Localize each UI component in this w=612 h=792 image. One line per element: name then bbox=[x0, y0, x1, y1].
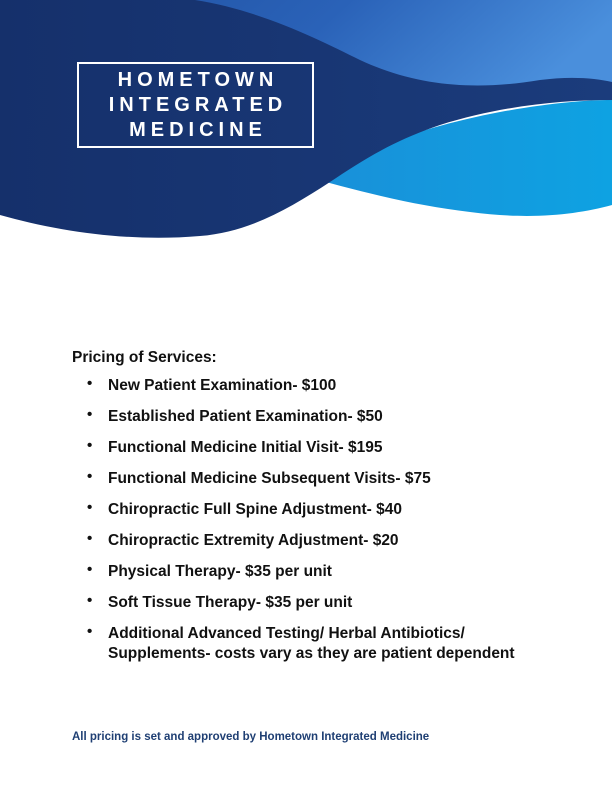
logo-line-2: INTEGRATED bbox=[108, 93, 288, 116]
service-text-continued: Supplements- costs vary as they are patient dependent bbox=[108, 645, 515, 662]
bullet-icon: • bbox=[87, 375, 93, 392]
service-text: Functional Medicine Initial Visit- $195 bbox=[108, 439, 383, 456]
bullet-icon: • bbox=[87, 623, 93, 640]
service-text: New Patient Examination- $100 bbox=[108, 377, 337, 394]
pricing-heading: Pricing of Services: bbox=[72, 349, 217, 366]
service-text: Chiropractic Extremity Adjustment- $20 bbox=[108, 532, 399, 549]
service-item bbox=[72, 407, 592, 427]
logo-line-1: HOMETOWN bbox=[117, 68, 279, 91]
service-text: Chiropractic Full Spine Adjustment- $40 bbox=[108, 501, 402, 518]
service-item bbox=[72, 469, 592, 489]
bullet-icon: • bbox=[87, 499, 93, 516]
service-text: Physical Therapy- $35 per unit bbox=[108, 563, 332, 580]
bullet-icon: • bbox=[87, 592, 93, 609]
bullet-icon: • bbox=[87, 406, 93, 423]
service-item bbox=[72, 438, 592, 458]
footer-note: All pricing is set and approved by Hometown Integrated Medicine bbox=[72, 731, 430, 743]
service-text: Soft Tissue Therapy- $35 per unit bbox=[108, 594, 353, 611]
service-text: Additional Advanced Testing/ Herbal Antibiotics/ bbox=[108, 625, 465, 642]
logo bbox=[77, 62, 314, 148]
pricing-section bbox=[72, 347, 592, 675]
service-item bbox=[72, 593, 592, 613]
service-item bbox=[72, 531, 592, 551]
logo-line-3: MEDICINE bbox=[129, 118, 267, 141]
bullet-icon: • bbox=[87, 530, 93, 547]
service-text: Functional Medicine Subsequent Visits- $75 bbox=[108, 470, 431, 487]
service-item bbox=[72, 376, 592, 396]
bullet-icon: • bbox=[87, 468, 93, 485]
service-list bbox=[72, 376, 592, 664]
bullet-icon: • bbox=[87, 437, 93, 454]
service-item bbox=[72, 624, 592, 664]
service-text: Established Patient Examination- $50 bbox=[108, 408, 383, 425]
bullet-icon: • bbox=[87, 561, 93, 578]
service-item bbox=[72, 562, 592, 582]
service-item bbox=[72, 500, 592, 520]
